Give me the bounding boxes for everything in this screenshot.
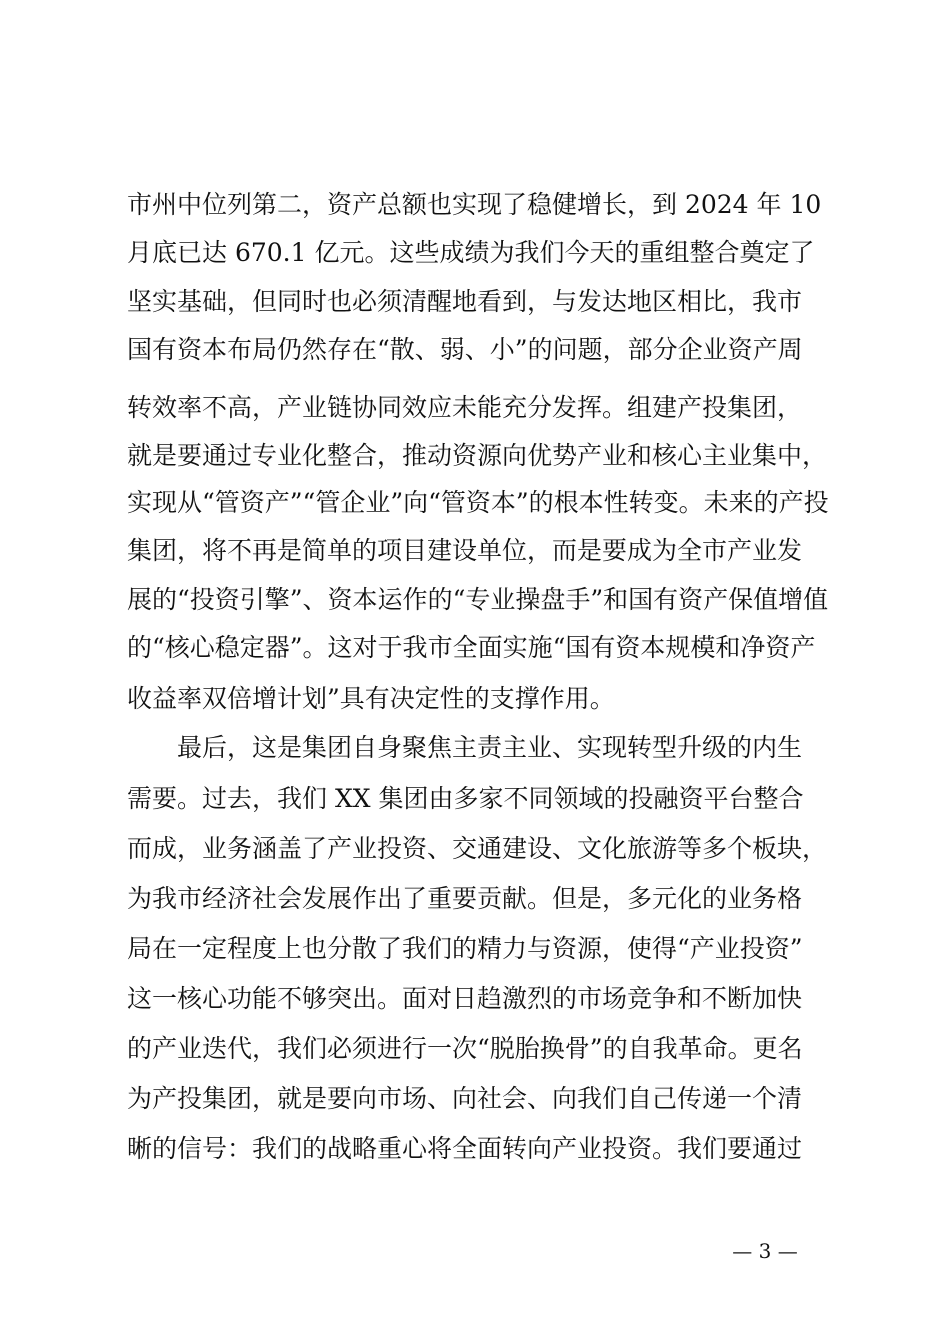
paragraph-2-line-9: 晰的信号：我们的战略重心将全面转向产业投资。我们要通过 bbox=[127, 1134, 803, 1163]
paragraph-2-line-1: 最后，这是集团自身聚焦主责主业、实现转型升级的内生 bbox=[177, 733, 803, 762]
paragraph-2-line-6: 这一核心功能不够突出。面对日趋激烈的市场竞争和不断加快 bbox=[127, 984, 803, 1013]
page-number: — 3 — bbox=[732, 1239, 798, 1263]
paragraph-1-line-4: 国有资本布局仍然存在“散、弱、小”的问题，部分企业资产周 bbox=[127, 335, 803, 364]
paragraph-2-line-4: 为我市经济社会发展作出了重要贡献。但是，多元化的业务格 bbox=[127, 884, 803, 913]
paragraph-1-line-5: 转效率不高，产业链协同效应未能充分发挥。组建产投集团， bbox=[127, 393, 803, 422]
paragraph-2-line-3: 而成，业务涵盖了产业投资、交通建设、文化旅游等多个板块， bbox=[127, 834, 828, 863]
paragraph-1-line-10: 的“核心稳定器”。这对于我市全面实施“国有资本规模和净资产 bbox=[127, 633, 816, 662]
paragraph-2-line-8: 为产投集团，就是要向市场、向社会、向我们自己传递一个清 bbox=[127, 1084, 803, 1113]
paragraph-1-line-6: 就是要通过专业化整合，推动资源向优势产业和核心主业集中， bbox=[127, 441, 828, 470]
paragraph-1-line-2: 月底已达 670.1 亿元。这些成绩为我们今天的重组整合奠定了 bbox=[127, 238, 815, 267]
paragraph-2-line-5: 局在一定程度上也分散了我们的精力与资源，使得“产业投资” bbox=[127, 934, 803, 963]
paragraph-1-line-8: 集团，将不再是简单的项目建设单位，而是要成为全市产业发 bbox=[127, 536, 803, 565]
paragraph-2-line-2: 需要。过去，我们 XX 集团由多家不同领域的投融资平台整合 bbox=[127, 784, 804, 813]
paragraph-1-line-11: 收益率双倍增计划”具有决定性的支撑作用。 bbox=[127, 684, 615, 713]
paragraph-1-line-9: 展的“投资引擎”、资本运作的“专业操盘手”和国有资产保值增值 bbox=[127, 585, 829, 614]
paragraph-1-line-7: 实现从“管资产”“管企业”向“管资本”的根本性转变。未来的产投 bbox=[127, 488, 829, 517]
paragraph-1-line-3: 坚实基础，但同时也必须清醒地看到，与发达地区相比，我市 bbox=[127, 287, 803, 316]
paragraph-1-line-1: 市州中位列第二，资产总额也实现了稳健增长，到 2024 年 10 bbox=[127, 190, 822, 219]
paragraph-2-line-7: 的产业迭代，我们必须进行一次“脱胎换骨”的自我革命。更名 bbox=[127, 1034, 803, 1063]
